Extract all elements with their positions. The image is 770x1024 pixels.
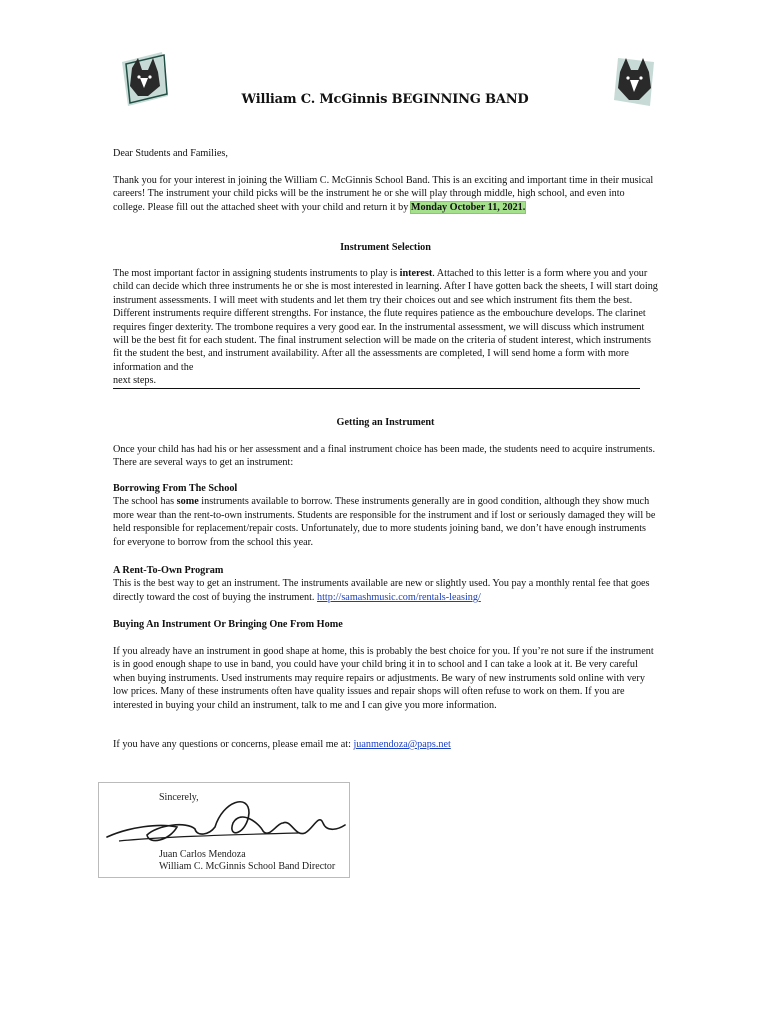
contact-line: If you have any questions or concerns, please email me at: juanmendoza@paps.net: [113, 739, 451, 750]
signature-role: William C. McGinnis School Band Director: [159, 861, 336, 872]
buying-paragraph: If you already have an instrument in good shape at home, this is probably the best choice for you. If you’re not sure if the instrument is in good enough shape to use in band, you could have your child bring it in to school and I can take a look at it. Be very careful when buying instruments. Used instruments may require repairs or adjustments. Be wary of new instruments sold online with very low prices. Many of these instruments often have quality issues and repair shops will often refuse to work on them. If you are interested in buying your child an instrument, talk to me and I can give you more information.: [113, 646, 654, 711]
section-heading-instrument-selection: Instrument Selection: [340, 242, 431, 253]
subheading-buying: Buying An Instrument Or Bringing One From Home: [113, 619, 343, 630]
signature-name: Juan Carlos Mendoza: [159, 849, 246, 860]
email-link[interactable]: juanmendoza@paps.net: [353, 739, 451, 750]
page-title: William C. McGinnis BEGINNING BAND: [241, 92, 529, 107]
subheading-rent-to-own: A Rent-To-Own Program: [113, 565, 224, 576]
subheading-borrowing: Borrowing From The School: [113, 483, 238, 494]
borrowing-section: Borrowing From The School The school has some instruments available to borrow. These instruments generally are in good condition, although they show much more wear than the rent-to-own instruments. Students are responsible for the instrument and if lost or seriously damaged they will be held responsible for replacement/repair costs. Unfortunately, due to more students joining band, we don’t have enough instruments for everyone to borrow from the school this year.: [113, 482, 658, 549]
section-heading-getting-instrument: Getting an Instrument: [336, 417, 435, 428]
rental-link[interactable]: http://samashmusic.com/rentals-leasing/: [317, 591, 481, 603]
deadline-highlight: Monday October 11, 2021.: [410, 201, 526, 213]
intro-paragraph: Thank you for your interest in joining the William C. McGinnis School Band. This is an exciting and important time in their musical careers! The instrument your child picks will be the instrument he or she will play through middle, high school, and even into college. Please fill out the attached sheet with your child and return it by Monday October 11, 2021.: [113, 175, 654, 213]
getting-instrument-paragraph: Once your child has had his or her assessment and a final instrument choice has been made, the students need to acquire instruments. There are several ways to get an instrument:: [113, 444, 656, 469]
signature-block: [98, 782, 350, 878]
instrument-selection-paragraph: The most important factor in assigning students instruments to play is interest. Attached to this letter is a form where you and your child can decide which three instruments he or she is most interested in learning. After I have gotten back the sheets, I will start doing instrument assessments. I will meet with students and let them try their choices out and see which instrument fits them the best. Different instruments require different strengths. For instance, the flute requires patience as the embouchure develops. The clarinet requires finger dexterity. The trombone requires a very good ear. In the instrumental assessment, we will discuss which instrument will be the best fit for each student. The final instrument selection will be made on the criteria of student interest, which instruments fit the student the best, and instrument availability. After all the assessments are completed, I will send home a form with more information and the next steps.: [113, 267, 658, 389]
rent-to-own-section: A Rent-To-Own Program This is the best way to get an instrument. The instruments available are new or slightly used. You pay a monthly rental fee that goes directly toward the cost of buying the instrument. http://samashmusic.com/rentals-leasing/: [113, 564, 658, 604]
greeting: Dear Students and Families,: [113, 148, 228, 159]
signature-closing: Sincerely,: [159, 792, 199, 803]
